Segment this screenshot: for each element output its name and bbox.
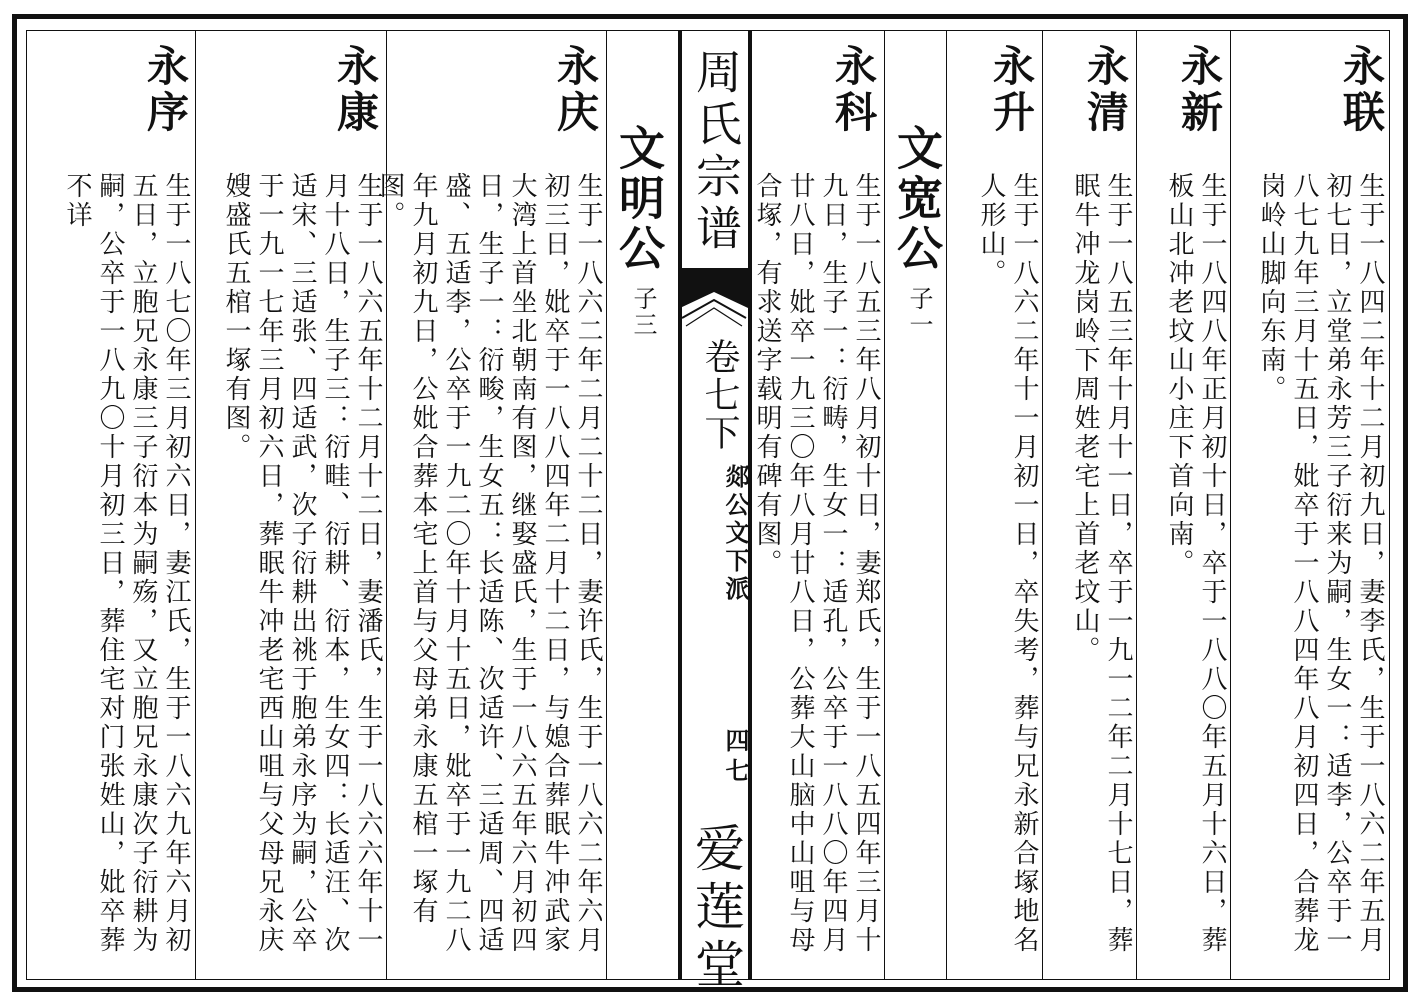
entry-text: 生于一八六五年十二月十二日，妻潘氏，生于一八六六年十一月十八日，生子三：衍畦、衍耕、衍本，生女四：长适汪、次适宋、三适张、四适武，次子衍耕出祧于胞弟永序为嗣，公卒于一九一七年三月初六日，葬眠牛冲老宅西山咀与父母兄永庆嫂盛氏五棺一塚有图。 bbox=[221, 172, 383, 955]
generation-heading: 文宽公 bbox=[890, 124, 944, 274]
entry-name: 永新 bbox=[1175, 44, 1224, 136]
generation-sons: 子三 bbox=[629, 286, 657, 338]
spine-border-left bbox=[678, 30, 682, 980]
entry-name: 永清 bbox=[1081, 44, 1130, 136]
column-divider bbox=[946, 30, 947, 980]
entry-name: 永康 bbox=[331, 44, 380, 136]
branch-label: 郯公文下派 bbox=[721, 464, 750, 604]
column-divider bbox=[884, 30, 885, 980]
genealogy-title: 周氏宗谱 bbox=[689, 48, 743, 256]
entry-text: 生于一八四八年正月初十日，卒于一八八〇年五月十六日，葬板山北冲老坟山小庄下首向南。 bbox=[1164, 172, 1227, 955]
column-divider bbox=[1042, 30, 1043, 980]
entry-text: 生于一八五三年十月十一日，卒于一九一二年二月十七日，葬眠牛冲龙岗岭下周姓老宅上首老坟山。 bbox=[1070, 172, 1133, 955]
entry-name: 永序 bbox=[141, 44, 190, 136]
page-number: 四七 bbox=[721, 728, 750, 788]
entry-text: 生于一八七〇年三月初六日，妻江氏，生于一八六九年六月初五日，立胞兄永康三子衍本为嗣殇，又立胞兄永康次子衍耕为嗣，公卒于一八九〇十月初三日，葬住宅对门张姓山，妣卒葬不详 bbox=[62, 172, 191, 955]
entry-text: 生于一八四二年十二月初九日，妻李氏，生于一八六二年五月初七日，立堂弟永芳三子衍来为嗣，生女一：适李，公卒于一八七九年三月十五日，妣卒于一八八四年八月初四日，合葬龙岗岭山脚向东南。 bbox=[1256, 172, 1385, 955]
column-divider bbox=[1136, 30, 1137, 980]
entry-name: 永科 bbox=[829, 44, 878, 136]
column-divider bbox=[1230, 30, 1231, 980]
column-divider bbox=[195, 30, 196, 980]
entry-text: 生于一八六二年十一月初一日，卒失考，葬与兄永新合塚地名人形山。 bbox=[976, 172, 1039, 955]
generation-sons: 子一 bbox=[905, 286, 933, 338]
volume-label: 卷七下 bbox=[699, 338, 740, 452]
entry-name: 永升 bbox=[987, 44, 1036, 136]
entry-text: 生于一八六二年二月二十二日，妻许氏，生于一八六二年六月初三日，妣卒于一八八四年二月十二日，与媳合葬眠牛冲武家大湾上首坐北朝南有图，继娶盛氏，生于一八六五年六月初四日，生子一：衍畯，生女五：长适陈、次适许、三适周、四适盛、五适李，公卒于一九二〇年十月十五日，妣卒于一九二八年九月初九日，公妣合葬本宅上首与父母弟永康五棺一塚有图。 bbox=[375, 172, 603, 955]
entry-text: 生于一八五三年八月初十日，妻郑氏，生于一八五四年三月十九日，生子一：衍畴，生女一：适孔，公卒于一八八〇年四月廿八日，妣卒一九三〇年八月廿八日，公葬大山脑中山咀与母合塚，有求送字载明有碑有图。 bbox=[752, 172, 881, 955]
hall-name: 爱莲堂 bbox=[687, 822, 745, 996]
generation-heading: 文明公 bbox=[612, 124, 666, 274]
column-divider bbox=[606, 30, 607, 980]
entry-name: 永庆 bbox=[551, 44, 600, 136]
entry-name: 永联 bbox=[1337, 44, 1386, 136]
